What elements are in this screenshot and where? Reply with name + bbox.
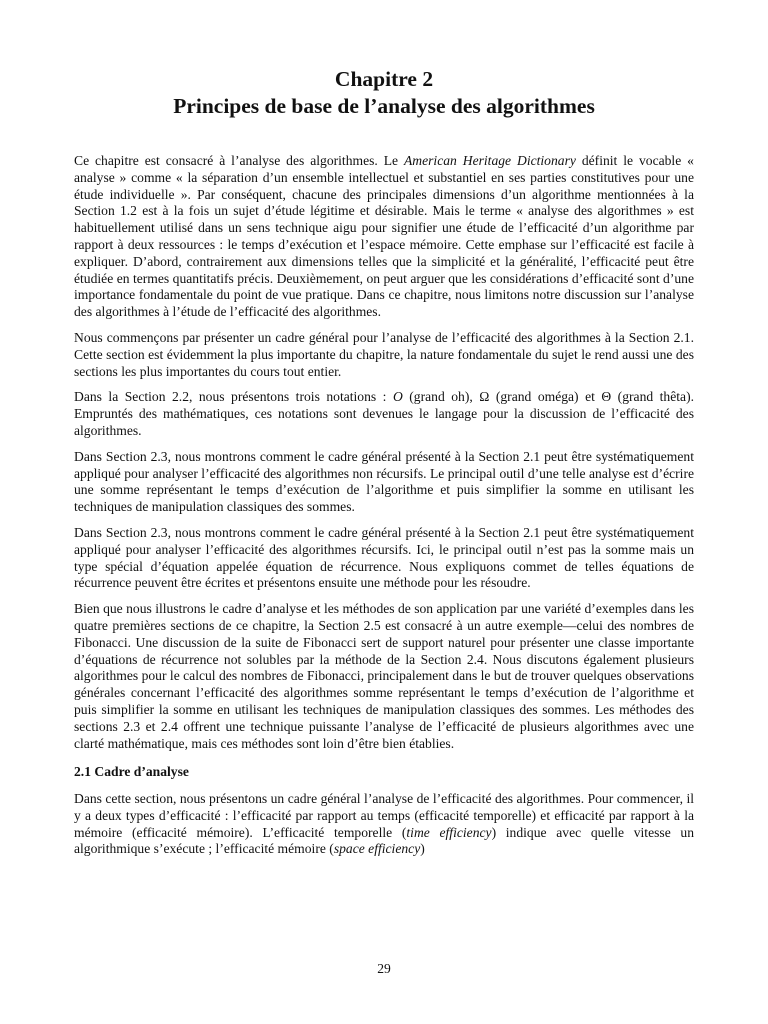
page-number: 29: [377, 961, 391, 976]
body-paragraph: [74, 330, 694, 380]
section-paragraphs: [74, 791, 694, 858]
text-run: Dans cette section, nous présentons un cadre général l’analyse de l’efficacité des algorithmes. Pour commencer, il y a deux types d’efficacité : l’efficacité par rapport au temps (efficacité temporelle) et efficacité par rapport à la mémoire (efficacité mémoire). L’efficacité temporelle (: [74, 791, 694, 840]
text-run: Nous commençons par présenter un cadre général pour l’analyse de l’efficacité des algorithmes à la Section 2.1. Cette section est évidemment la plus importante du chapitre, la nature fondamentale du sujet le rend aussi une des sections les plus importantes du cours tout entier.: [74, 329, 694, 379]
italic-text: time efficiency: [406, 824, 492, 840]
section-heading: 2.1 Cadre d’analyse: [74, 764, 189, 780]
text-run: Dans Section 2.3, nous montrons comment le cadre général présenté à la Section 2.1 peut être systématiquement appliqué pour analyser l’efficacité des algorithmes récursifs. Ici, le principal outil n’est pas la somme mais un type spécial d’équation appelée équation de récurrence. Nous expliquons commet de telles équations de récurrence peuvent être écrites et présentons ensuite une méthode pour les résoudre.: [74, 524, 694, 591]
text-run: Ce chapitre est consacré à l’analyse des algorithmes. Le: [74, 153, 404, 168]
italic-text: American Heritage Dictionary: [403, 153, 576, 168]
body-paragraph: [74, 449, 694, 516]
italic-text: space efficiency: [333, 841, 421, 857]
italic-text: O: [392, 389, 403, 405]
text-run: définit le vocable « analyse » comme « la séparation d’un ensemble intellectuel et substantiel en ses parties constitutives pour une étude individuelle ». Par conséquent, chacune des principales dimensions d’un algorithme mentionnées à la Section 1.2 est à la fois un sujet d’étude légitime et désirable. Mais le terme « analyse des algorithmes » est habituellement utilisé dans un sens technique aigu pour signifier une étude de l’efficacité d’un algorithme par rapport à deux ressources : le temps d’exécution et l’espace mémoire. Cette emphase sur l’efficacité est facile à expliquer. D’abord, contrairement aux dimensions telles que la simplicité et la généralité, l’efficacité peut être étudiée en termes quantitatifs précis. Deuxièmement, on peut arguer que les considérations d’efficacité sont d’une importance fondamentale du point de vue pratique. Dans ce chapitre, nous limitons notre discussion sur l’analyse des algorithmes à l’étude de l’efficacité des algorithmes.: [74, 153, 694, 320]
chapter-title: Principes de base de l’analyse des algorithmes: [173, 94, 595, 118]
chapter-label: Chapitre 2: [334, 67, 434, 91]
body-paragraph: [74, 525, 694, 592]
text-run: Dans la Section 2.2, nous présentons trois notations :: [74, 389, 393, 405]
text-run: Dans Section 2.3, nous montrons comment le cadre général présenté à la Section 2.1 peut être systématiquement appliqué pour analyser l’efficacité des algorithmes non récursifs. Le principal outil d’une telle analyse est d’écrire une somme représentant le temps d’exécution de l’algorithme et puis simplifier la somme en utilisant les techniques de manipulation classiques des sommes.: [74, 448, 694, 515]
body-paragraph: [74, 389, 694, 439]
text-run: (grand oh), Ω (grand oméga) et Θ (grand thêta). Empruntés des mathématiques, ces notations sont devenues le langage pour la discussion de l’efficacité des algorithmes.: [74, 389, 694, 438]
text-run: Bien que nous illustrons le cadre d’analyse et les méthodes de son application par une variété d’exemples dans les quatre premières sections de ce chapitre, la Section 2.5 est consacré à un autre exemple—celui des nombres de Fibonacci. Une discussion de la suite de Fibonacci sert de support naturel pour présenter une classe importante d’équations de récurrence not solubles par la méthode de la Section 2.4. Nous discutons également plusieurs algorithmes pour le calcul des nombres de Fibonacci, principalement dans le but de trouver quelques observations générales concernant l’efficacité des algorithmes somme représentant le temps d’exécution de l’algorithme et puis simplifier la somme en utilisant les techniques de manipulation classiques des sommes. Les méthodes des sections 2.3 et 2.4 offrent une technique puissante l’analyse de l’efficacité de plusieurs algorithmes avec une clarté mathématique, mais ces méthodes sont loin d’être bien établies.: [74, 601, 694, 751]
body-paragraph: [74, 153, 694, 321]
body-paragraph: [74, 791, 694, 858]
page-content: [74, 66, 694, 867]
intro-paragraphs: [74, 153, 694, 752]
chapter-heading: [74, 66, 694, 120]
text-run: ) indique avec quelle vitesse un algorithmique s’exécute ; l’efficacité mémoire (: [74, 824, 695, 857]
text-run: ): [420, 841, 425, 857]
body-paragraph: [74, 601, 694, 752]
